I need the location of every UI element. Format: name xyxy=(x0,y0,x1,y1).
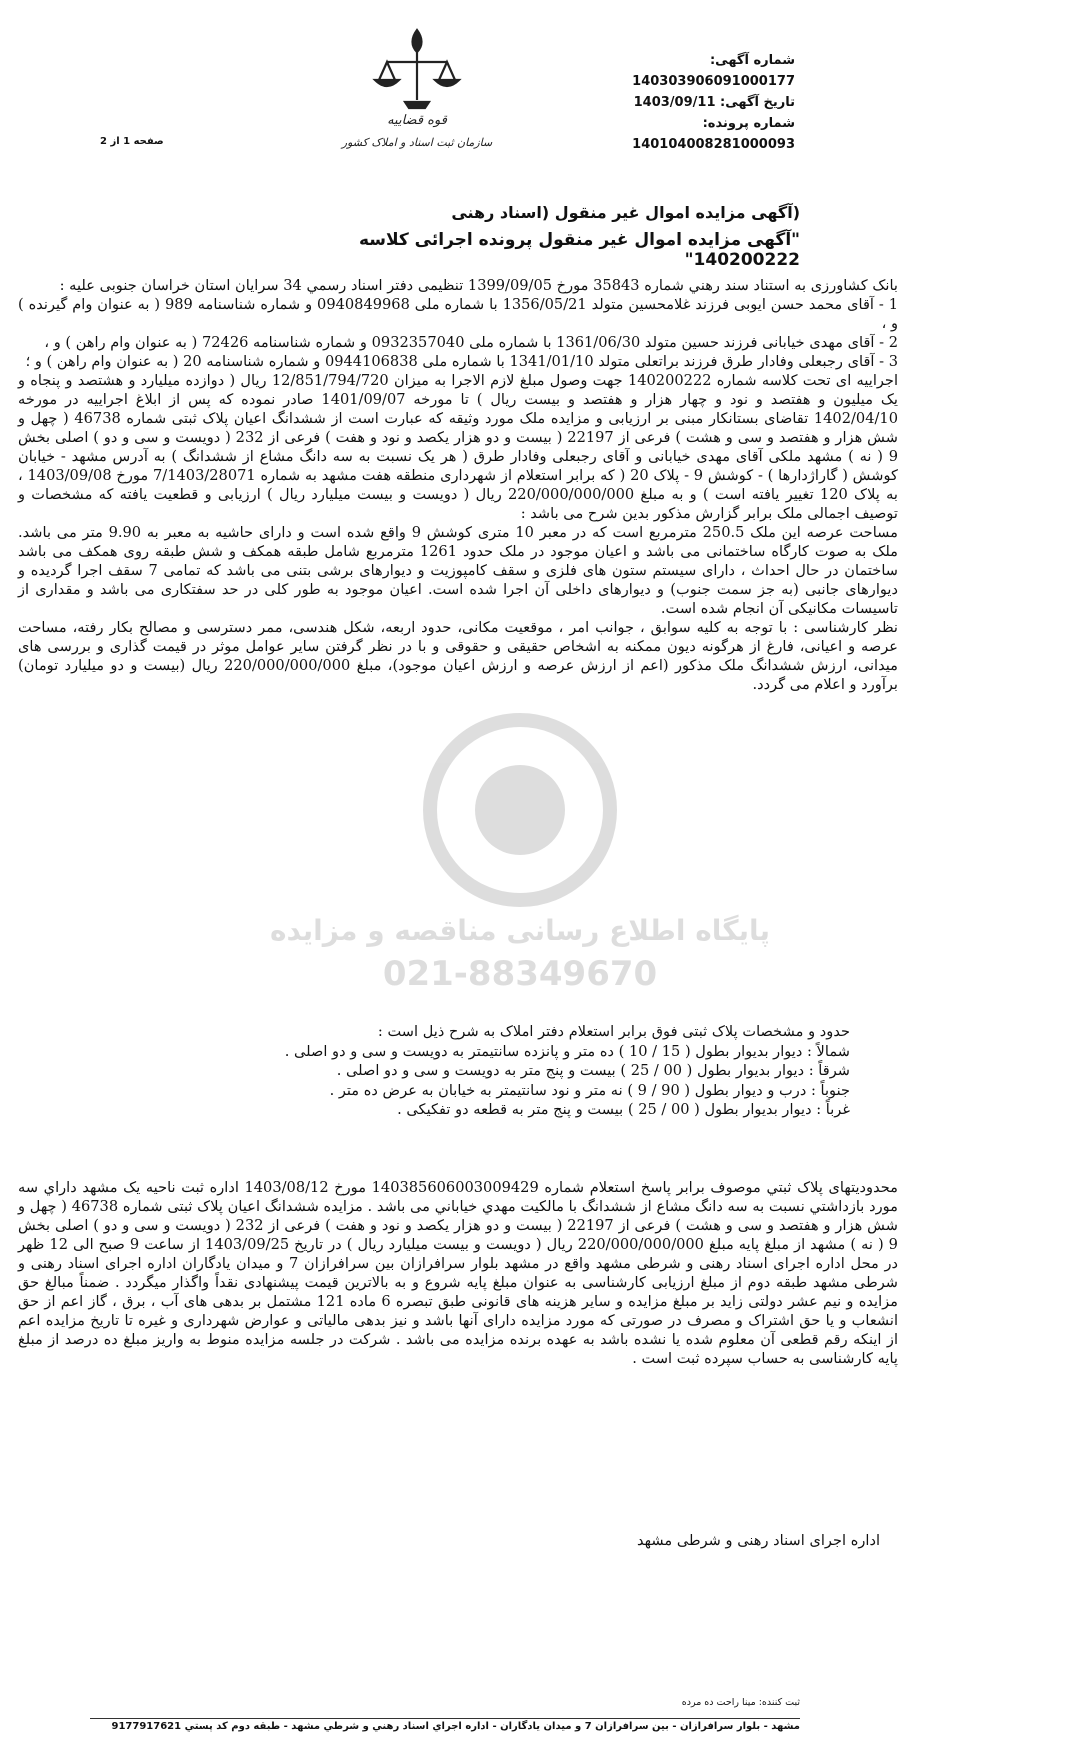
file-number: 140104008281000093 xyxy=(632,137,795,152)
watermark-logo xyxy=(269,700,771,1010)
paragraph-debtor-2: 2 - آقای مهدی خیابانی فرزند حسین متولد 1361/06/30 با شماره ملی 0932357040 و شماره شناسنامه 72426 ( به عنوان وام راهن ) و ، xyxy=(44,334,898,351)
notice-date: 1403/09/11 xyxy=(633,95,716,110)
notice-number-label: شماره آگهی: xyxy=(709,53,795,68)
file-number-row xyxy=(545,113,795,155)
paragraph-debtor-1: 1 - آقای محمد حسن ایوبی فرزند غلامحسین متولد 1356/05/21 با شماره ملی 0940849968 و شماره شناسنامه 989 ( به عنوان وام گیرنده ) و ، xyxy=(18,296,898,332)
paragraph-expert-opinion: نظر کارشناسی : با توجه به کلیه سوابق ، جوانب امر ، موقعیت مکانی، حدود اربعه، شکل هندسی، ممر دسترسی و مصالح بکار رفته، مساحت عرصه و اعیانی، فارغ از هرگونه دیون ممکنه به اشخاص حقیقی و حقوقی و با در نظر گرفتن سایر عوامل موثر در قیمت گذاری و بررسی های میدانی، ارزش ششدانگ ملک مذکور (اعم از ارزش عرصه و ارزش اعیان موجود)، مبلغ 220/000/000/000 ریال (بیست و دو میلیارد تومان) برآورد و اعلام می گردد. xyxy=(18,619,898,693)
emblem-text-2: سازمان ثبت اسناد و املاک کشور xyxy=(341,136,493,149)
footer-divider xyxy=(90,1718,800,1719)
issuing-office: اداره اجرای اسناد رهنی و شرطی مشهد xyxy=(636,1532,880,1549)
page-subtitle: "آگهی مزایده اموال غیر منقول پرونده اجرائی کلاسه 140200222" xyxy=(358,230,800,270)
paragraph-debtor-3: 3 - آقای رجبعلی وفادار طرق فرزند براتعلی متولد 1341/01/10 با شماره ملی 0944106838 و شماره شناسنامه 20 ( به عنوان وام راهن ) و ؛ xyxy=(25,353,898,370)
notice-meta xyxy=(545,50,795,155)
emblem-text-1: قوه قضاییه xyxy=(387,113,447,128)
boundary-south: جنوباً : درب و دیوار بطول ( 90 / 9 ) نه متر و نود سانتیمتر به خیابان به عرض ده متر . xyxy=(329,1081,850,1099)
watermark-text: پایگاه اطلاع رسانی مناقصه و مزایده xyxy=(269,914,771,947)
boundaries-intro: حدود و مشخصات پلاک ثبتی فوق برابر استعلام دفتر املاک به شرح ذیل است : xyxy=(377,1023,850,1040)
paragraph-bank: بانک کشاورزی به استناد سند رهني شماره 35843 مورخ 1399/09/05 تنظیمی دفتر اسناد رسمي 34 سرایان استان خراسان جنوبی علیه : xyxy=(59,277,898,294)
notice-date-row xyxy=(545,92,795,113)
boundaries-section xyxy=(200,1022,850,1120)
registrar: ثبت کننده: مینا راحت ده مرده xyxy=(681,1697,800,1708)
footer-address: مشهد - بلوار سرافرازان - بین سرافرازان 7 و میدان یادگاران - اداره اجراي اسناد رهني و شرطي مشهد - طبقه دوم کد پستي 9177917621 xyxy=(111,1721,800,1732)
boundary-west: غرباً : دیوار بدیوار بطول ( 00 / 25 ) بیست و پنج متر به قطعه دو تفکیکی . xyxy=(397,1101,850,1118)
notice-body xyxy=(18,276,898,694)
file-number-label: شماره پرونده: xyxy=(702,116,795,131)
judiciary-emblem-icon xyxy=(341,22,493,157)
page-indicator: صفحه 1 از 2 xyxy=(100,136,164,147)
notice-number-row xyxy=(545,50,795,92)
auction-paragraph: محدودیتهای پلاک ثبتي موصوف برابر پاسخ استعلام شماره 140385606003009429 مورخ 1403/08/12 اداره ثبت ناحیه یک مشهد داراي سه مورد بازداشتي نسبت به سه دانگ مشاع از ششدانگ با مالکیت مهدي خیاباني می باشد . مزایده ششدانگ اعیان پلاک ثبتی شماره 46738 ( چهل و شش هزار و هفتصد و سی و هشت ) فرعی از 22197 ( بیست و دو هزار یکصد و نود و هفت ) فرعی از 232 ( دویست و سی و دو ) اصلی بخش 9 ( نه ) مشهد از مبلغ پایه مبلغ 220/000/000/000 ریال ( دویست و بیست میلیارد ریال ) در تاریخ 1403/09/25 از ساعت 9 صبح الی 12 ظهر در محل اداره اجرای اسناد رهنی و شرطی مشهد واقع در مشهد بلوار سرافرازان بین سرافرازان 7 و میدان یادگاران اداره اجرای اسناد رهنی و شرطی مشهد طبقه دوم از مبلغ ارزیابی کارشناسی به عنوان مبلغ پایه شروع و به بالاترین قیمت پیشنهادی نقداً واگذار میگردد . ضمناً مبالغ حق مزایده و نیم عشر دولتی زاید بر مبلغ مزایده و سایر هزینه های قانونی طبق تبصره 6 ماده 121 مشتمل بر بدهی های آب ، برق ، گاز اعم از حق انشعاب و یا حق اشتراک و مصرف در صورتی که مورد مزایده دارای آنها باشد و نیز بدهی مالیاتی و عوارض شهرداری و غیره تا تاریخ مزایده اعم از اینکه رقم قطعی آن معلوم شده یا نشده باشد به عهده برنده مزایده می باشد . شرکت در جلسه مزایده منوط به واریز مبلغ ده درصد از مبلغ پایه کارشناسی به حساب سپرده ثبت است . xyxy=(18,1179,898,1367)
paragraph-execution: اجراییه ای تحت کلاسه شماره 140200222 جهت وصول مبلغ لازم الاجرا به میزان 12/851/794/720 ریال ( دوازده میلیارد و هشتصد و پنجاه و یک میلیون و هفتصد و نود و چهار هزار و هفتصد و بیست ریال ) تا مورخه 1401/09/07 صادر نموده که پس از ابلاغ اجراییه در مورخه 1402/04/10 تقاضای بستانکار مبنی بر ارزیابی و مزایده ملک مورد وثیقه که عبارت است از ششدانگ اعیان پلاک ثبتی شماره 46738 ( چهل و شش هزار و هفتصد و سی و هشت ) فرعی از 22197 ( بیست و دو هزار یکصد و نود و هفت ) فرعی از 232 ( دویست و سی و دو ) اصلی بخش 9 ( نه ) مشهد ملکی آقای مهدی خیابانی و آقای رجبعلی وفادار طرق ( هر یک نسبت به سه دانگ مشاع از ششدانگ ) به آدرس مشهد - خیابان کوشش ( گاراژدارها ) - کوشش 9 - پلاک 20 ( که برابر استعلام از شهرداری منطقه هفت مشهد به شماره 7/1403/28071 مورخ 1403/09/08 ، به پلاک 120 تغییر یافته است ) و به مبلغ 220/000/000/000 ریال ( دویست و بیست میلیارد ریال ) ارزیابی و قطعیت یافته که مشخصات و توصیف اجمالی ملک برابر گزارش مذکور بدین شرح می باشد : xyxy=(18,372,899,522)
boundary-east: شرقاً : دیوار بدیوار بطول ( 00 / 25 ) بیست و پنج متر به دویست و سی و دو اصلی . xyxy=(336,1062,850,1079)
paragraph-property-description: مساحت عرصه این ملک 250.5 مترمربع است که در معبر 10 متری کوشش 9 واقع شده است و دارای حاشیه به معبر به 9.90 متر می باشد. ملک به صوت کارگاه ساختمانی می باشد و اعیان موجود در ملک حدود 1261 مترمربع شامل طبقه همکف و شش طبقه روی همکف می باشد ساختمان در حال احداث ، دارای سیستم ستون های فلزی و سقف کامپوزیت و دیوارهای برشی بتنی می باشد که تمامی 7 سقف اجرا گردیده و دیوارهای جانبی (به جز سمت جنوب) و دیوارهای داخلی آن اجرا شده است. اعیان موجود به طور کلی در حد سفتکاری می باشد و مقداری از تاسیسات مکانیکی آن انجام شده است. xyxy=(18,524,898,617)
page-title: (آگهی مزایده اموال غیر منقول (اسناد رهنی xyxy=(451,203,800,222)
notice-number: 140303906091000177 xyxy=(632,74,795,89)
boundary-north: شمالاً : دیوار بدیوار بطول ( 15 / 10 ) ده متر و پانزده سانتیمتر به دویست و سی و دو اصلی . xyxy=(284,1042,850,1060)
notice-date-label: تاریخ آگهی: xyxy=(720,95,795,110)
watermark-phone: 021-88349670 xyxy=(382,954,658,994)
